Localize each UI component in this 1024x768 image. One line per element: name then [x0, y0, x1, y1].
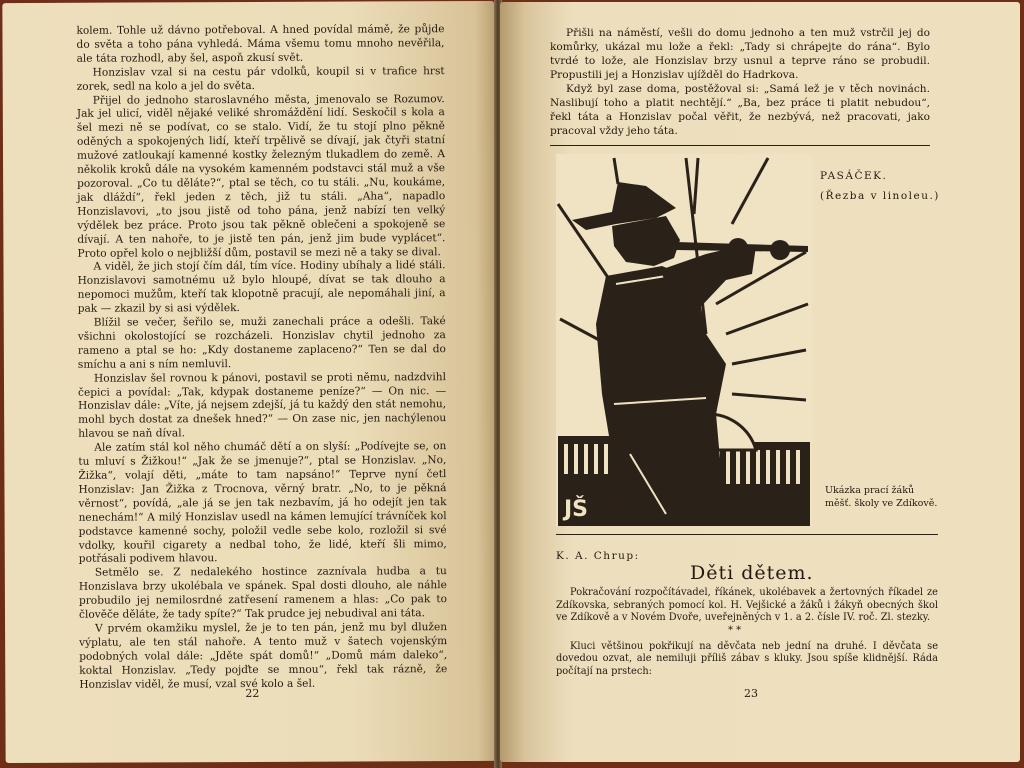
paragraph: Honzislav šel rovnou k pánovi, postavil se proti němu, nadzdvihl čepici a povídal: „Tak, kdypak dostaneme peníze?“ — On nic. — Honzislav dále: „Víte, já nejsem zdejší, já tu každý den stát nemohu, mohl bych dostat za dnešek hned?“ — On zase nic, jen nachýlenou hlavou se naň díval.: [78, 370, 447, 441]
shepherd-boy-linocut-image: [556, 154, 812, 526]
paragraph: Setmělo se. Z nedalekého hostince zaznívala hudba a tu Honzislava brzy ukolébala ve spánek. Spal dosti dlouho, ale náhle probudilo jej nemilosrdné zatřesení ramenem a hlas: „Co pak to člověče děláte, že tady spíte?“ Tak prudce jej nebudival ani táta.: [78, 565, 447, 621]
caption-title: PASÁČEK.: [820, 170, 888, 182]
page-number: 22: [245, 686, 260, 701]
left-page-text: [76, 23, 447, 692]
right-page: [500, 2, 1020, 762]
illustration-note: [825, 484, 937, 510]
paragraph: V prvém okamžiku myslel, že je to ten pán, jenž mu byl dlužen výplatu, ale ten stál nahoře. A tento muž v šatech vojenským podobných volal dále: „Jděte spát domů!“ „Domů mám daleko“, koktal Honzislav. „Tedy pojďte se mnou“, řekl tak rázně, že Honzislav viděl, že musí, vzal své kolo a šel.: [79, 621, 448, 691]
svg-text:JŠ: JŠ: [564, 497, 589, 522]
article-title: Děti dětem.: [690, 562, 814, 584]
paragraph: Blížil se večer, šeřilo se, muži zanechali práce a odešli. Také všichni okolostojící se rozcházeli. Honzislav chytil jednoho za rameno a ptal se ho: „Kdy dostaneme zaplaceno?“ Ten se dal do smíchu a ani s ním nemluvil.: [77, 315, 446, 371]
illustration-caption: [820, 166, 940, 206]
paragraph: Když byl zase doma, postěžoval si: „Samá lež je v těch novinách. Naslibují toho a platit nechtějí.“ „Ba, bez práce ti platit nebudou“, řekl táta a Honzislav počal věřit, že nezbývá, než pracovati, jako pracoval vždy jeho táta.: [550, 83, 930, 137]
right-page-top-text: [550, 26, 930, 138]
divider-rule: [556, 534, 938, 535]
paragraph: Honzislav vzal si na cestu pár vdolků, koupil si v trafice hrst zorek, sedl na kolo a jel do světa.: [76, 64, 445, 93]
paragraph: A viděl, že jich stojí čím dál, tím více. Hodiny ubíhaly a lidé stáli. Honzislavovi samotnému už bylo hloupé, dívat se tak dlouho a nepomoci mužům, kteří tak klopotně pracují, ale nepomáhali jiní, a pak — zkazil by si asi výdělek.: [77, 259, 446, 315]
linocut-illustration: [556, 154, 812, 526]
paragraph: Přijel do jednoho staroslavného města, jmenovalo se Rozumov. Jak jel ulicí, viděl nějaké veliké shromáždění lidí. Seskočil s kola a šel mezi ně se podívat, co se stalo. Vidí, že tu stojí plno pěkně oděných a spokojených lidí, kteří trpělivě se dívají, jak čtyři statní mužové zatloukají kamenné kostky železným tlukadlem do země. A několik kroků dále na vysokém kamenném podstavci stál muž a vše pozoroval. „Co tu děláte?“, ptal se těch, co tu stáli. „Nu, koukáme, jak dláždí“, řekl jeden z těch, již tu stáli. „Aha“, napadlo Honzislavovi, „to jsou jistě od toho pána, jenž nabízí ten velký výdělek bez práce. Proto jsou tak pěkně oblečeni a spokojeně se dívají. A ten nahoře, to je jistě ten pán, jenž jim bude vyplácet“. Proto opřel kolo o nejbližší dům, postavil se mezi ně a taky se dival.: [76, 92, 446, 260]
note-line: měšť. školy ve Zdíkově.: [825, 498, 938, 509]
article-author: K. A. Chrup:: [556, 550, 640, 562]
paragraph: kolem. Tohle už dávno potřeboval. A hned povídal mámě, že půjde do světa a toho pána vyhledá. Máma všemu tomu mnoho nevěřila, ale táta rozhodl, aby šel, aspoň zkusí svět.: [76, 23, 445, 65]
paragraph: Pokračování rozpočítávadel, říkánek, ukolébavek a žertovných říkadel ze Zdíkovska, sebraných pomocí kol. H. Vejšické a žáků i žákyň obecných škol ve Zdíkově a v Novém Dvoře, uveřejněných v 1. a 2. čísle IV. roč. Zl. stezky.: [556, 587, 938, 624]
paragraph: Přišli na náměstí, vešli do domu jednoho a ten muž vstrčil jej do komůrky, ukázal mu lože a řekl: „Tady si chrápejte do rána“. Bylo tvrdé to lože, ale Honzislav brzy usnul a teprve ráno se probudil. Propustili jej a Honzislav ujížděl do Hadrkova.: [550, 27, 930, 81]
article-body: [556, 587, 938, 679]
caption-subtitle: (Řezba v linoleu.): [820, 190, 940, 202]
paragraph: Kluci většinou pokřikují na děvčata neb jední na druhé. I děvčata se dovedou ozvat, ale nemiluji příliš zábav s kluky. Jsou spíše klidnější. Ráda počítají na prstech:: [556, 640, 938, 677]
page-number: 23: [744, 687, 758, 700]
left-page: [2, 1, 497, 763]
note-line: Ukázka prací žáků: [825, 485, 915, 496]
paragraph: Ale zatím stál kol něho chumáč dětí a on slyší: „Podívejte se, on tu mluví s Žižkou!“ „Jak že se jmenuje?“, ptal se Honzislav. „No, Žižka“, volají děti, „máte to tam napsáno!“ Teprve nyní četl Honzislav: Jan Žižka z Trocnova, věrný bratr. „No, to je pěkná věrnost“, povídá, „ale já se jen tak nezbavím, já ho odejít jen tak nenechám!“ A milý Honzislav usedl na kámen lemující trávníček kol podstavce kamenné sochy, položil vedle sebe kolo, rozložil si své vdolky, kouřil cigarety a nedbal toho, že lidé, kteří šli mimo, potřásali podivem hlavou.: [78, 440, 447, 566]
section-stars: * *: [728, 625, 742, 636]
divider-rule: [550, 145, 930, 146]
